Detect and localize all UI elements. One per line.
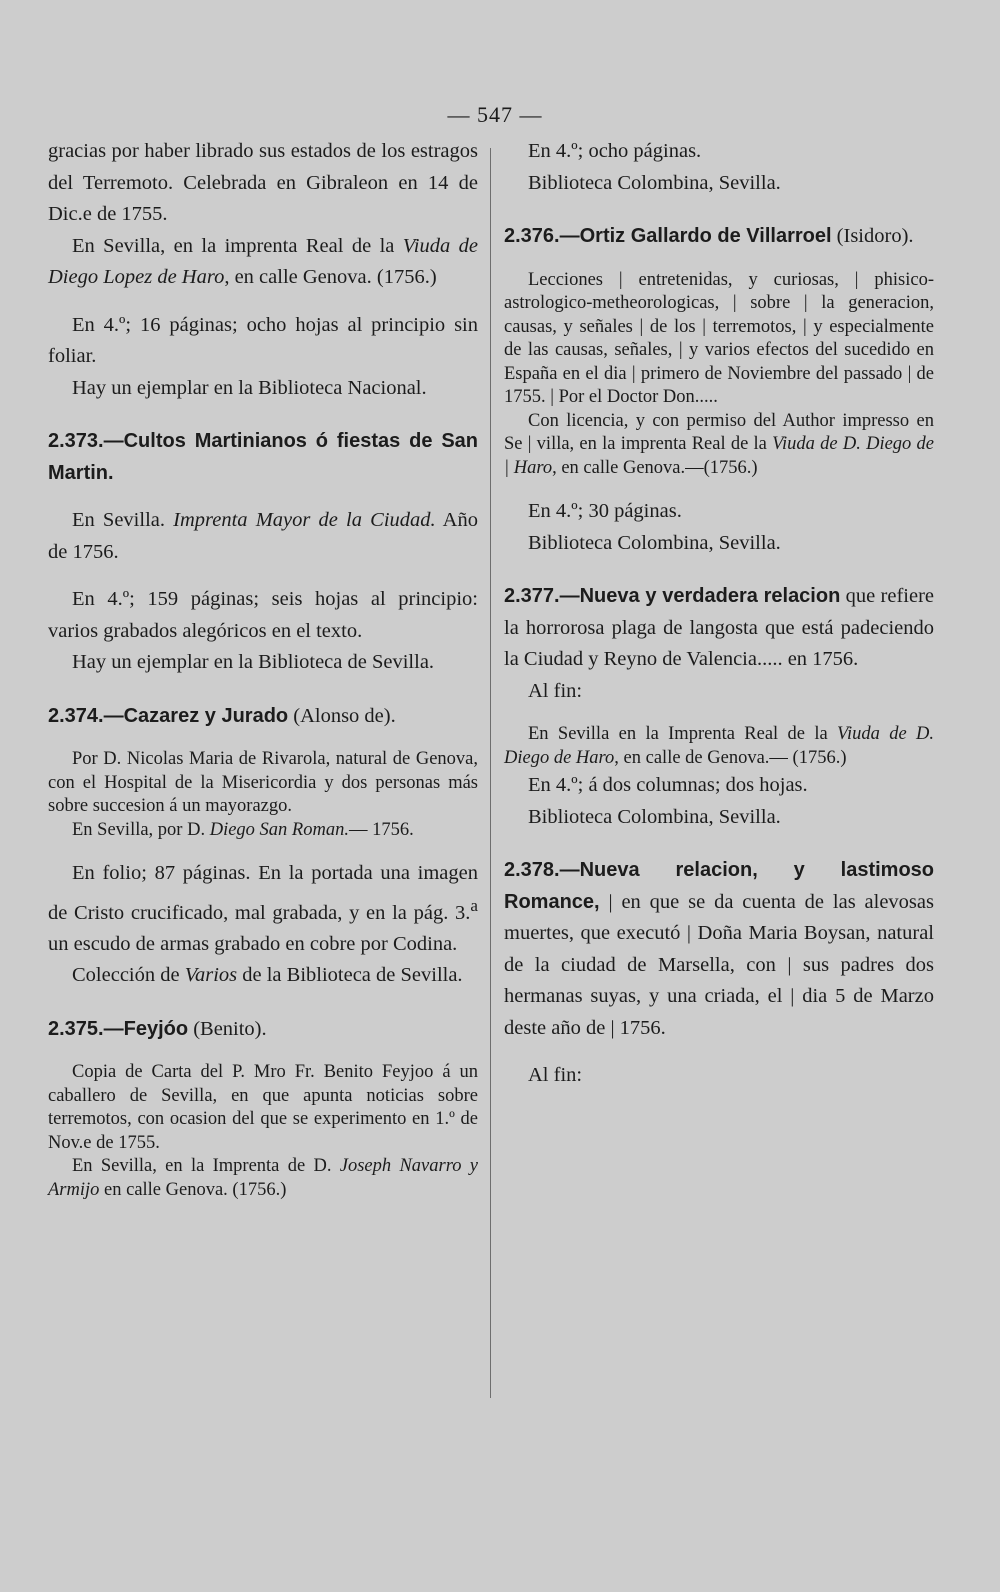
- entry-2377-al-fin: Al fin:: [528, 679, 583, 702]
- page-number: — 547 —: [447, 102, 543, 127]
- format-note: En 4.º; 16 páginas; ocho hojas al principio sin foliar.: [48, 313, 478, 367]
- entry-2374-heading: 2.374.—Cazarez y Jurado (Alonso de).: [48, 704, 396, 727]
- entry-2375-title-text: Copia de Carta del P. Mro Fr. Benito Feyjoo á un caballero de Sevilla, en que apunta noticias sobre terremotos, con ocasion del que se experimento en 1.º de Nov.e de 1755.: [48, 1062, 478, 1153]
- entry-2375-heading: 2.375.—Feyjóo (Benito).: [48, 1017, 267, 1040]
- column-divider: [490, 148, 491, 1398]
- entry-2376-format: En 4.º; 30 páginas.: [528, 500, 682, 522]
- entry-2374-imprint: En Sevilla, por D. Diego San Roman.— 1756.: [72, 819, 414, 840]
- entry-2378-heading: 2.378.—Nueva relacion, y lastimoso Romance, | en que se da cuenta de las alevosas muertes, que executó | Doña Maria Boysan, natural de la ciudad de Marsella, con | sus padres dos hermanas suyas, y una criada, el | dia 5 de Marzo deste año de | 1756.: [504, 859, 934, 1039]
- entry-2373-format: En 4.º; 159 páginas; seis hojas al principio: varios grabados alegóricos en el texto.: [48, 588, 478, 642]
- entry-2373-location: Hay un ejemplar en la Biblioteca de Sevilla.: [72, 651, 435, 673]
- location-note: Hay un ejemplar en la Biblioteca Nacional.: [72, 376, 427, 399]
- entry-2376-title-text: Lecciones | entretenidas, y curiosas, | phisico-astrologico-metheorologicas, | sobre | la generacion, causas, y señales | de los | terremotos, | y especialmente de las causas, señales, | y varios efectos del sucedido en España en el dia | primero de Noviembre del passado | de 1755. | Por el Doctor Don.....: [504, 269, 934, 407]
- entry-continuation-text: gracias por haber librado sus estados de los estragos del Terremoto. Celebrada en Gibraleon en 14 de Dic.e de 1755.: [48, 140, 478, 225]
- entry-2376-heading: 2.376.—Ortiz Gallardo de Villarroel (Isidoro).: [504, 225, 914, 247]
- entry-2373-imprint: En Sevilla. Imprenta Mayor de la Ciudad. Año de 1756.: [48, 509, 478, 563]
- imprint-line: En Sevilla, en la imprenta Real de la Viuda de Diego Lopez de Haro, en calle Genova. (1756.): [48, 234, 478, 288]
- right-column: [504, 136, 934, 1092]
- entry-2377-format: En 4.º; á dos columnas; dos hojas.: [528, 774, 808, 796]
- entry-2374-location: Colección de Varios de la Biblioteca de Sevilla.: [72, 964, 463, 987]
- entry-2377-location: Biblioteca Colombina, Sevilla.: [528, 805, 781, 828]
- left-column: [48, 136, 478, 1202]
- entry-2378-al-fin: Al fin:: [528, 1064, 583, 1086]
- format-note: En 4.º; ocho páginas.: [528, 140, 702, 162]
- entry-2374-title-text: Por D. Nicolas Maria de Rivarola, natural de Genova, con el Hospital de la Misericordia y dos personas más sobre succesion á un mayorazgo.: [48, 749, 478, 816]
- location-note: Biblioteca Colombina, Sevilla.: [528, 171, 781, 194]
- entry-2377-imprint: En Sevilla en la Imprenta Real de la Viuda de D. Diego de Haro, en calle de Genova.— (1756.): [504, 724, 934, 768]
- entry-2376-location: Biblioteca Colombina, Sevilla.: [528, 531, 781, 554]
- entry-2375-imprint: En Sevilla, en la Imprenta de D. Joseph Navarro y Armijo en calle Genova. (1756.): [48, 1156, 478, 1200]
- entry-2376-imprint: Con licencia, y con permiso del Author impresso en Se | villa, en la imprenta Real de la Viuda de D. Diego de | Haro, en calle Genova.—(1756.): [504, 410, 934, 478]
- entry-2373-heading: 2.373.—Cultos Martinianos ó fiestas de San Martin.: [48, 430, 478, 484]
- entry-2377-heading: 2.377.—Nueva y verdadera relacion que refiere la horrorosa plaga de langosta que está padeciendo la Ciudad y Reyno de Valencia..... en 1756.: [504, 585, 935, 670]
- entry-2374-format: En folio; 87 páginas. En la portada una imagen de Cristo crucificado, mal grabada, y en la pág. 3.$^a$ un escudo de armas grabado en cobre por Codina.: [48, 862, 478, 955]
